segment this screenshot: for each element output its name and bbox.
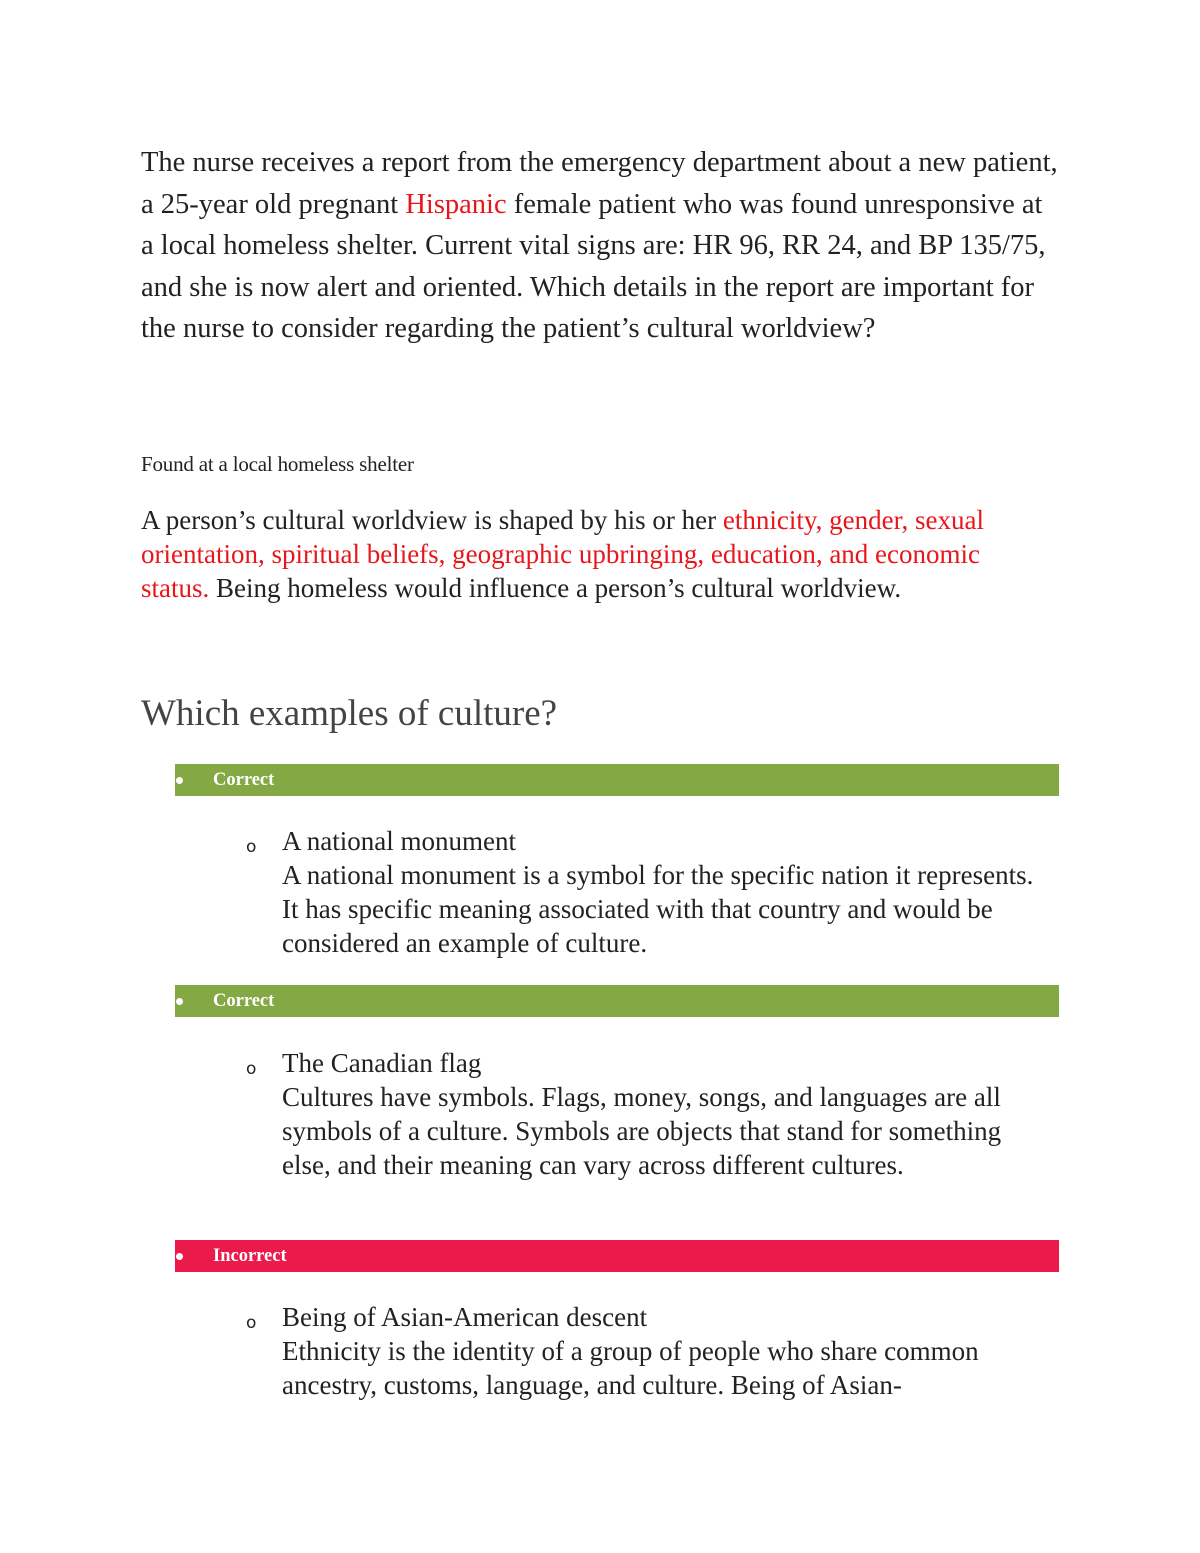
explanation-text-end: Being homeless would influence a person’s cultural worldview. (209, 573, 902, 603)
option-title: A national monument (282, 826, 516, 856)
status-bar-correct (175, 985, 1059, 1017)
section-heading: Which examples of culture? (141, 693, 558, 734)
option-description: Ethnicity is the identity of a group of people who share common ancestry, customs, language, and culture. Being of Asian- (282, 1336, 979, 1400)
status-label: Incorrect (213, 1245, 287, 1266)
option-item (246, 1300, 1046, 1402)
option-title: The Canadian flag (282, 1048, 482, 1078)
question-text-end: female patient who was found unresponsive at a local homeless shelter. Current vital signs are: HR 96, RR 24, and BP 135/75, and she is now alert and oriented. Which details in the report are important for the nurse to consider regarding the patient’s cultural worldview? (141, 188, 1046, 344)
bullet-icon (176, 1253, 183, 1260)
explanation-text-start: A person’s cultural worldview is shaped by his or her (141, 505, 723, 535)
status-label: Correct (213, 990, 275, 1011)
status-bar-correct (175, 764, 1059, 796)
option-description: A national monument is a symbol for the specific nation it represents. It has specific meaning associated with that country and would be considered an example of culture. (282, 860, 1034, 958)
status-label: Correct (213, 769, 275, 790)
circle-bullet-icon: o (246, 1313, 257, 1333)
option-title: Being of Asian-American descent (282, 1302, 648, 1332)
explanation-highlight: ethnicity, gender, sexual orientation, spiritual beliefs, geographic upbringing, education, and economic status. (141, 505, 984, 603)
circle-bullet-icon: o (246, 1059, 257, 1079)
bullet-icon (176, 998, 183, 1005)
circle-bullet-icon: o (246, 837, 257, 857)
option-description: Cultures have symbols. Flags, money, songs, and languages are all symbols of a culture. Symbols are objects that stand for something else, and their meaning can vary across different cultures. (282, 1082, 1002, 1180)
explanation-text (141, 503, 1041, 605)
option-item (246, 824, 1046, 960)
status-bar-incorrect (175, 1240, 1059, 1272)
question-highlight: Hispanic (405, 188, 507, 220)
bullet-icon (176, 777, 183, 784)
option-item (246, 1046, 1046, 1182)
question-text (141, 142, 1061, 350)
question-text-start: The nurse receives a report from the emergency department about a new patient, a 25-year old pregnant (141, 147, 1058, 220)
answer-text: Found at a local homeless shelter (141, 452, 414, 476)
